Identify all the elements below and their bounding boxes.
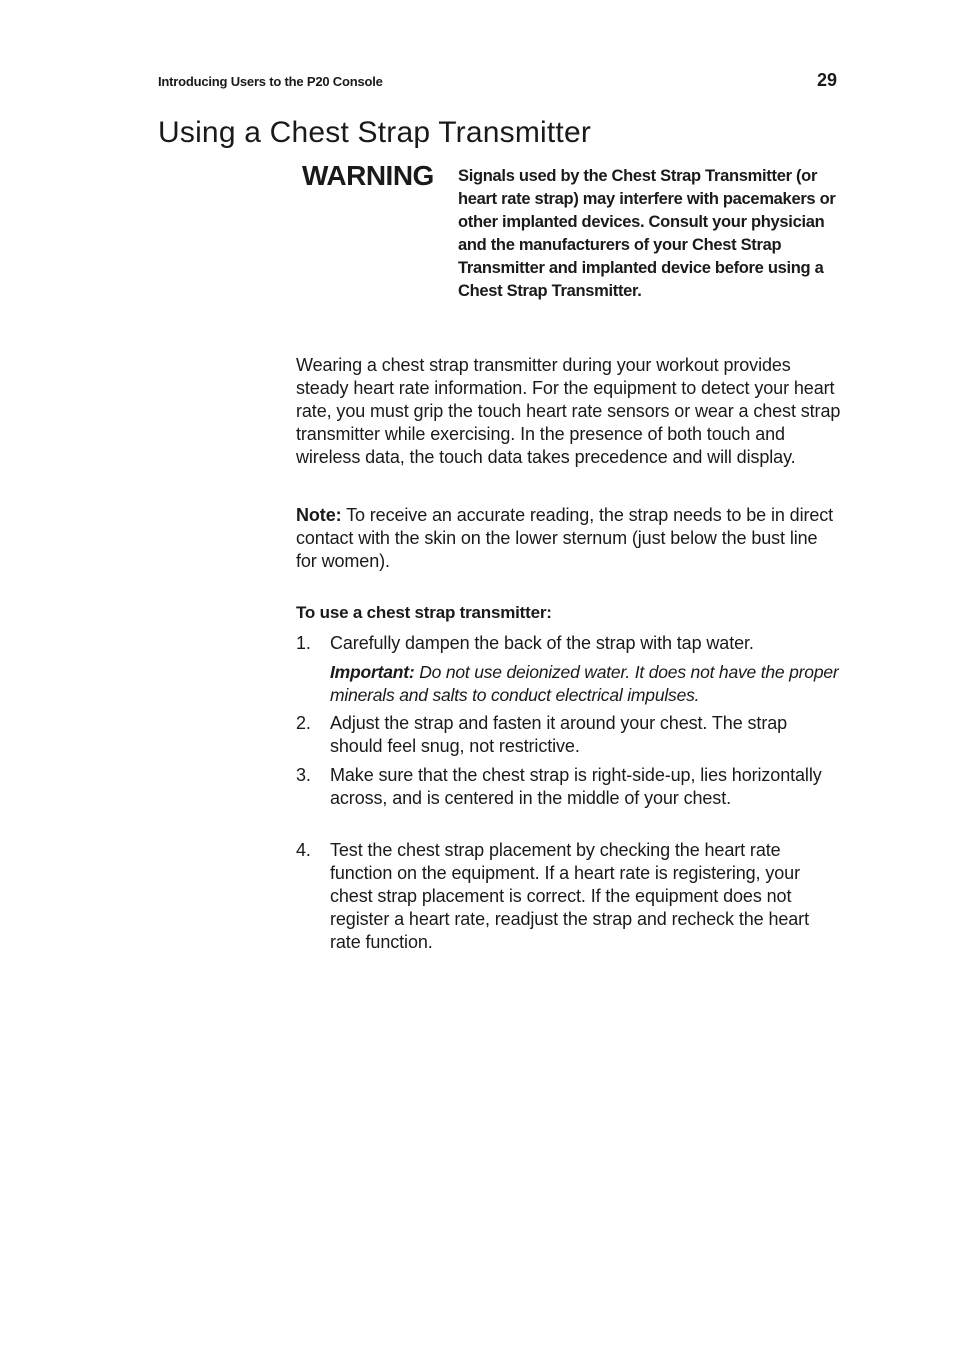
warning-text: Signals used by the Chest Strap Transmitter (or heart rate strap) may interfere with pacemakers or other implanted devices. Consult your physician and the manufacturers of your Chest Strap Transmitter and implanted device before using a Chest Strap Transmitter. <box>458 167 836 300</box>
step-text: Make sure that the chest strap is right-side-up, lies horizontally across, and is centered in the middle of your chest. <box>330 765 822 808</box>
step-number: 1. <box>296 633 311 653</box>
important-text: Do not use deionized water. It does not have the proper minerals and salts to conduct electrical impulses. <box>330 662 839 705</box>
important-note <box>330 661 840 707</box>
step-text: Carefully dampen the back of the strap with tap water. <box>330 633 754 653</box>
step-number: 3. <box>296 765 311 785</box>
step-number: 4. <box>296 840 311 860</box>
running-header: Introducing Users to the P20 Console <box>158 74 383 89</box>
note-text: To receive an accurate reading, the strap needs to be in direct contact with the skin on the lower sternum (just below the bust line for women). <box>296 505 834 571</box>
note-paragraph <box>296 504 841 573</box>
page-number: 29 <box>816 70 837 90</box>
step-1 <box>296 632 841 655</box>
note-label: Note: <box>296 505 342 525</box>
step-2 <box>296 712 841 758</box>
step-text: Test the chest strap placement by checking the heart rate function on the equipment. If a heart rate is registering, your chest strap placement is correct. If the equipment does not register a heart rate, readjust the strap and recheck the heart rate function. <box>330 840 809 952</box>
important-label: Important: <box>330 662 415 682</box>
procedure-heading: To use a chest strap transmitter: <box>296 603 552 622</box>
intro-paragraph: Wearing a chest strap transmitter during your workout provides steady heart rate information. For the equipment to detect your heart rate, you must grip the touch heart rate sensors or wear a chest strap transmitter while exercising. In the presence of both touch and wireless data, the touch data takes precedence and will display. <box>296 355 841 467</box>
step-4 <box>296 839 841 954</box>
step-number: 2. <box>296 713 311 733</box>
step-3 <box>296 764 841 810</box>
section-title: Using a Chest Strap Transmitter <box>158 116 592 149</box>
step-text: Adjust the strap and fasten it around your chest. The strap should feel snug, not restrictive. <box>330 713 788 756</box>
warning-label: WARNING <box>302 160 434 191</box>
